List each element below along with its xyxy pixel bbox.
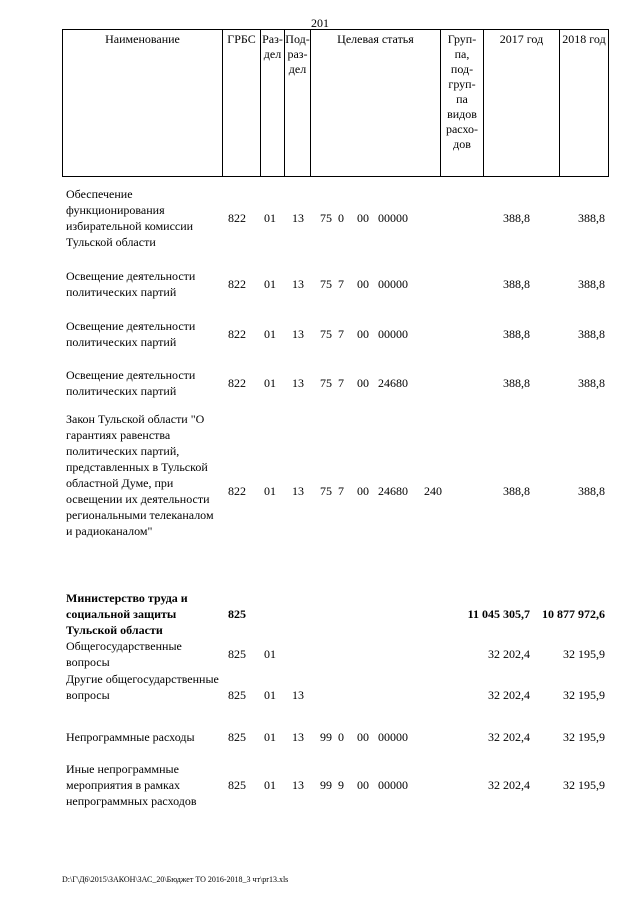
row-razdel: 01 (264, 376, 276, 390)
row-gruppa: 240 (424, 484, 442, 498)
row-podrazdel: 13 (292, 211, 304, 225)
row-grbs: 825 (228, 730, 246, 744)
row-2018: 388,8 (578, 211, 605, 225)
row-cel-3: 00 (357, 778, 369, 792)
row-cel-1: 99 (320, 778, 332, 792)
row-name: Другие общегосударственные вопросы (66, 672, 219, 702)
row-cel-2: 0 (338, 211, 344, 225)
header-podrazdel: Под- раз- дел (285, 30, 311, 176)
row-2017: 32 202,4 (488, 778, 530, 792)
row-name: Иные непрограммные мероприятия в рамках непрограммных расходов (66, 762, 197, 808)
row-cel-2: 0 (338, 730, 344, 744)
row-podrazdel: 13 (292, 277, 304, 291)
row-cel-3: 00 (357, 484, 369, 498)
row-2018: 388,8 (578, 327, 605, 341)
row-cel-1: 99 (320, 730, 332, 744)
row-2018: 388,8 (578, 277, 605, 291)
row-2018: 388,8 (578, 376, 605, 390)
row-2018: 32 195,9 (563, 730, 605, 744)
row-cel-1: 75 (320, 277, 332, 291)
row-2017: 388,8 (503, 277, 530, 291)
row-2017: 11 045 305,7 (467, 607, 530, 621)
row-name: Общегосударственные вопросы (66, 639, 182, 669)
row-cel-3: 00 (357, 376, 369, 390)
row-cel-3: 00 (357, 277, 369, 291)
row-cel-4: 00000 (378, 327, 408, 341)
row-2017: 388,8 (503, 211, 530, 225)
row-razdel: 01 (264, 211, 276, 225)
row-podrazdel: 13 (292, 688, 304, 702)
row-grbs: 825 (228, 607, 246, 621)
row-cel-4: 00000 (378, 730, 408, 744)
row-razdel: 01 (264, 327, 276, 341)
page-number: 201 (311, 16, 329, 30)
row-cel-2: 7 (338, 376, 344, 390)
row-grbs: 822 (228, 376, 246, 390)
row-2018: 32 195,9 (563, 778, 605, 792)
row-podrazdel: 13 (292, 327, 304, 341)
row-podrazdel: 13 (292, 484, 304, 498)
header-razdel: Раз- дел (261, 30, 285, 176)
row-grbs: 822 (228, 277, 246, 291)
header-gruppa: Груп- па, под- груп- па видов расхо- дов (441, 30, 484, 176)
row-razdel: 01 (264, 730, 276, 744)
row-cel-4: 00000 (378, 211, 408, 225)
row-grbs: 825 (228, 688, 246, 702)
row-cel-4: 24680 (378, 376, 408, 390)
row-2018: 32 195,9 (563, 688, 605, 702)
row-cel-4: 00000 (378, 778, 408, 792)
row-grbs: 825 (228, 647, 246, 661)
row-2017: 32 202,4 (488, 688, 530, 702)
row-name: Министерство труда и социальной защиты Тульской области (66, 591, 188, 637)
row-name: Освещение деятельности политических партий (66, 269, 196, 299)
row-name: Закон Тульской области "О гарантиях равенства политических партий, представленных в Тульской областной Думе, при освещении их деятельности региональными телеканалом и радиоканалом" (66, 412, 214, 538)
row-cel-4: 00000 (378, 277, 408, 291)
table-header (62, 29, 609, 177)
file-path-footer: D:\Г\Д6\2015\ЗАКОН\ЗАС_20\Бюджет ТО 2016-2018_3 чт\pr13.xls (62, 875, 289, 884)
header-2018: 2018 год (562, 32, 606, 46)
row-name: Освещение деятельности политических партий (66, 368, 196, 398)
row-razdel: 01 (264, 688, 276, 702)
row-cel-4: 24680 (378, 484, 408, 498)
row-cel-2: 7 (338, 484, 344, 498)
row-cel-1: 75 (320, 484, 332, 498)
row-cel-3: 00 (357, 327, 369, 341)
header-grbs: ГРБС (223, 30, 261, 176)
header-2017: 2017 год (484, 30, 560, 176)
row-2017: 32 202,4 (488, 730, 530, 744)
row-cel-3: 00 (357, 211, 369, 225)
row-razdel: 01 (264, 647, 276, 661)
row-cel-2: 7 (338, 277, 344, 291)
row-cel-3: 00 (357, 730, 369, 744)
row-cel-1: 75 (320, 376, 332, 390)
header-celevaya: Целевая статья (311, 30, 441, 176)
row-name: Обеспечение функционирования избирательной комиссии Тульской области (66, 187, 194, 249)
row-2017: 388,8 (503, 376, 530, 390)
row-2018: 32 195,9 (563, 647, 605, 661)
row-podrazdel: 13 (292, 730, 304, 744)
row-2017: 388,8 (503, 327, 530, 341)
row-2018: 10 877 972,6 (542, 607, 605, 621)
row-2018: 388,8 (578, 484, 605, 498)
row-2017: 388,8 (503, 484, 530, 498)
row-name: Освещение деятельности политических партий (66, 319, 196, 349)
row-grbs: 822 (228, 211, 246, 225)
row-razdel: 01 (264, 484, 276, 498)
row-grbs: 822 (228, 327, 246, 341)
row-razdel: 01 (264, 778, 276, 792)
row-2017: 32 202,4 (488, 647, 530, 661)
header-name: Наименование (63, 30, 223, 176)
row-podrazdel: 13 (292, 376, 304, 390)
row-razdel: 01 (264, 277, 276, 291)
row-grbs: 822 (228, 484, 246, 498)
row-cel-2: 7 (338, 327, 344, 341)
row-cel-1: 75 (320, 327, 332, 341)
row-grbs: 825 (228, 778, 246, 792)
row-name: Непрограммные расходы (66, 730, 195, 744)
row-podrazdel: 13 (292, 778, 304, 792)
row-cel-2: 9 (338, 778, 344, 792)
row-cel-1: 75 (320, 211, 332, 225)
